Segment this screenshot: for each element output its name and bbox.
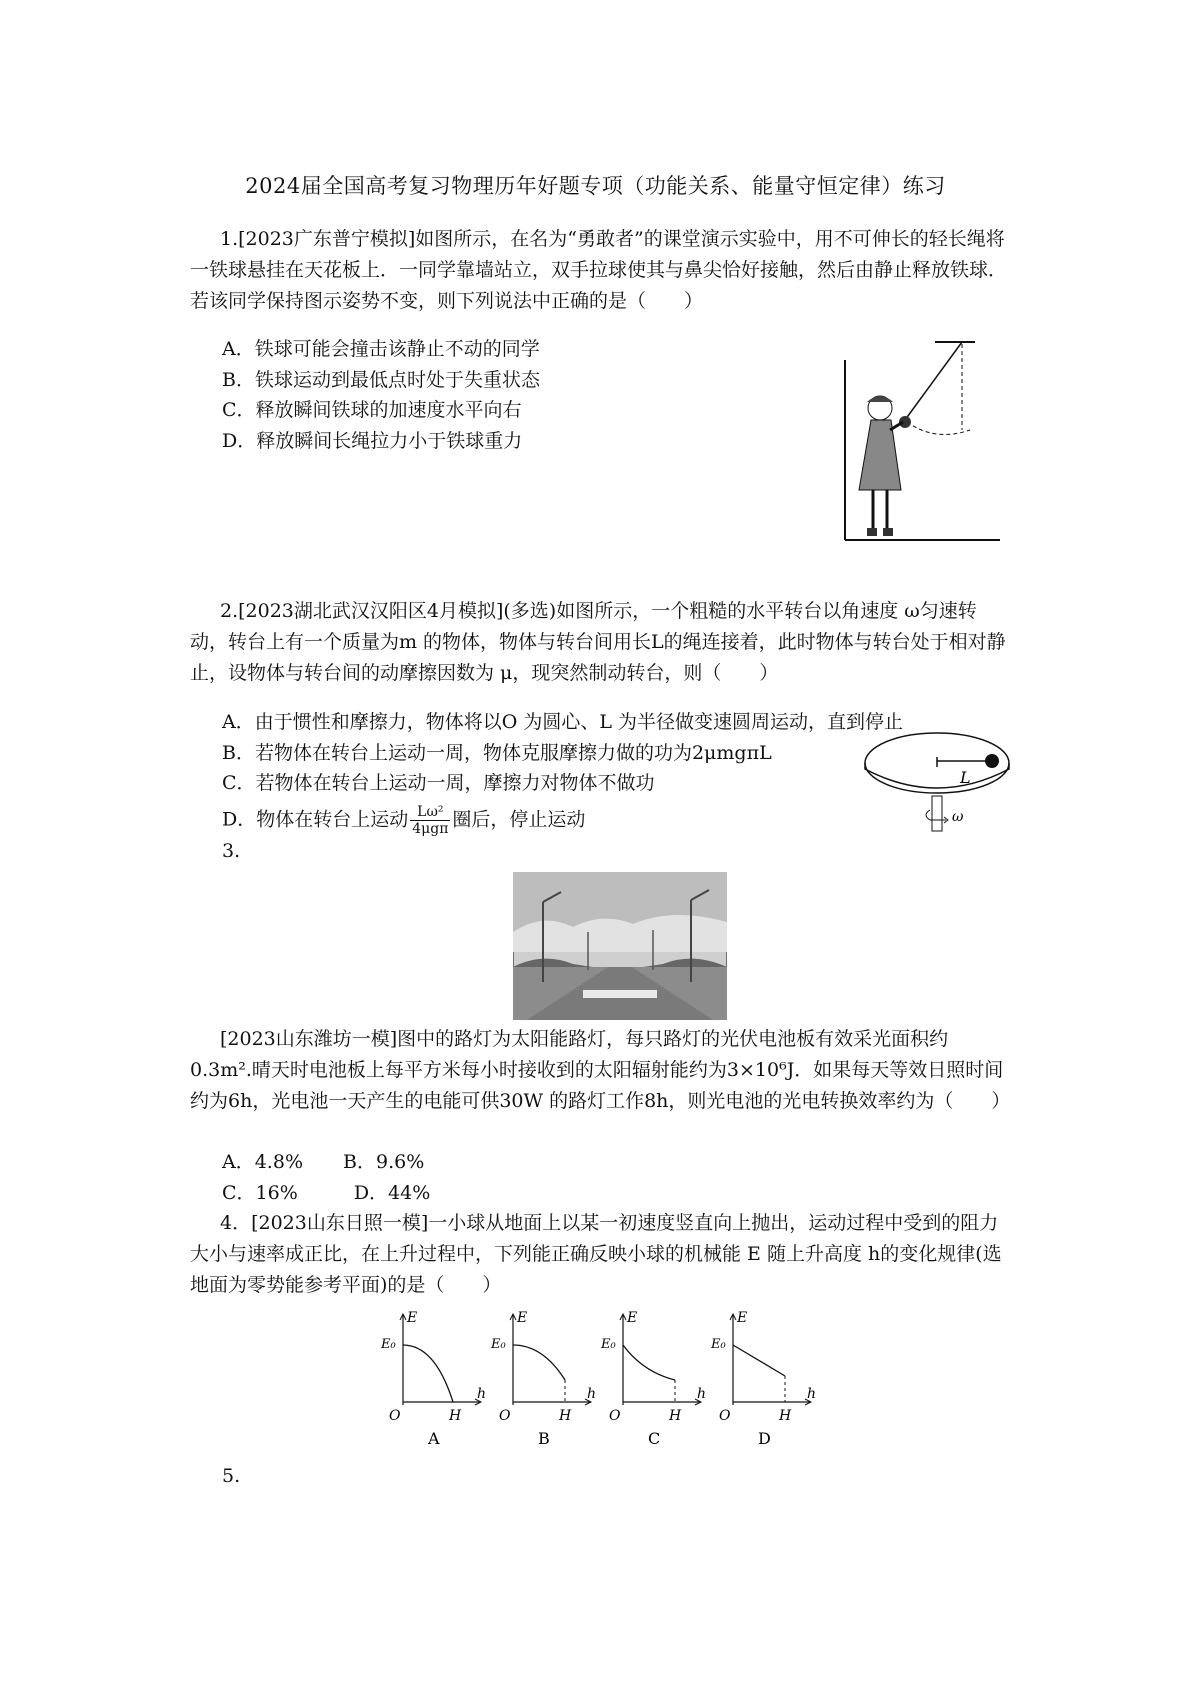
q3-number: 3. [222,840,241,862]
axis-label-h: h [807,1386,817,1402]
q2-option-d-prefix: D．物体在转台上运动 [222,808,409,831]
origin-label: O [389,1408,401,1424]
origin-label: O [719,1408,731,1424]
q1-option-d: D．释放瞬间长绳拉力小于铁球重力 [222,430,523,452]
e0-label: E₀ [711,1337,726,1352]
q3-street-photo [513,872,727,1020]
q1-option-b: B．铁球运动到最低点时处于失重状态 [222,369,540,391]
q1-stem: 1.[2023广东普宁模拟]如图所示，在名为“勇敢者”的课堂演示实验中，用不可伸长的轻长绳将一铁球悬挂在天花板上．一同学靠墙站立，双手拉球使其与鼻尖恰好接触，然后由静止释放铁球．若该同学保持图示姿势不变，则下列说法中正确的是（ ） [190,228,1008,312]
graph-option-label: D [758,1429,771,1448]
q3-option-b: B．9.6% [343,1151,425,1173]
q3-stem: [2023山东潍坊一模]图中的路灯为太阳能路灯，每只路灯的光伏电池板有效采光面积约0.3m².晴天时电池板上每平方米每小时接收到的太阳辐射能约为3×10⁶J．如果每天等效日照时间约为6h，光电池一天产生的电能可供30W 的路灯工作8h，则光电池的光电转换效率约为（ ） [190,1028,1011,1112]
fraction-denominator: 4μgπ [412,821,449,837]
graph-D [710,1310,816,1448]
q3-options-cd [222,1179,430,1208]
q3-options-ab [222,1148,424,1177]
h-max-label: H [559,1408,572,1424]
q1-pendulum-figure [835,330,1005,550]
page-title: 2024届全国高考复习物理历年好题专项（功能关系、能量守恒定律）练习 [245,174,946,198]
q2-turntable-figure [860,725,1020,835]
graph-option-label: C [648,1429,661,1448]
e0-label: E₀ [491,1337,506,1352]
q4-graphs-figure [380,1310,850,1460]
fig-label-omega: ω [952,809,964,825]
q2-option-d [222,804,585,837]
fig-label-L: L [960,768,971,787]
e0-label: E₀ [381,1337,396,1352]
fraction-numerator: Lω² [410,804,450,821]
graph-option-label: A [428,1429,440,1448]
h-max-label: H [779,1408,792,1424]
e0-label: E₀ [601,1337,616,1352]
q2-option-a: A．由于惯性和摩擦力，物体将以O 为圆心、L 为半径做变速圆周运动，直到停止 [222,711,903,733]
q5-number: 5. [222,1465,241,1487]
graph-curve [513,1345,565,1380]
q2-stem: 2.[2023湖北武汉汉阳区4月模拟](多选)如图所示，一个粗糙的水平转台以角速度 ω匀速转动，转台上有一个质量为m 的物体，物体与转台间用长L的绳连接着，此时物体与转台处于相对静止，设物体与转台间的动摩擦因数为 μ，现突然制动转台，则（ ） [190,600,1006,684]
axis-label-h: h [477,1386,487,1402]
q1-option-a: A．铁球可能会撞击该静止不动的同学 [222,338,540,360]
q3-option-c: C．16% [222,1182,298,1204]
origin-label: O [609,1408,621,1424]
h-max-label: H [449,1408,462,1424]
q2-option-d-suffix: 圈后，停止运动 [452,808,586,831]
q2-option-d-fraction [410,804,450,837]
q3-option-a: A．4.8% [222,1151,303,1173]
q2-option-b: B．若物体在转台上运动一周，物体克服摩擦力做的功为2μmgπL [222,742,772,764]
h-max-label: H [669,1408,682,1424]
origin-label: O [499,1408,511,1424]
axis-label-e: E [627,1310,638,1326]
graph-B [490,1310,596,1448]
graph-option-label: B [538,1429,550,1448]
graph-A [380,1310,486,1448]
axis-label-h: h [697,1386,707,1402]
axis-label-e: E [407,1310,418,1326]
q4-stem: 4．[2023山东日照一模]一小球从地面上以某一初速度竖直向上抛出，运动过程中受到的阻力大小与速率成正比，在上升过程中，下列能正确反映小球的机械能 E 随上升高度 h的变化规律(选地面为零势能参考平面)的是（ ） [190,1212,1002,1296]
graph-curve [733,1345,785,1376]
graph-curve [403,1345,453,1402]
graph-C [600,1310,706,1448]
graph-curve [623,1345,675,1380]
q2-option-c: C．若物体在转台上运动一周，摩擦力对物体不做功 [222,772,655,794]
axis-label-e: E [517,1310,528,1326]
axis-label-e: E [737,1310,748,1326]
q3-option-d: D．44% [353,1182,431,1204]
q1-option-c: C．释放瞬间铁球的加速度水平向右 [222,399,522,421]
axis-label-h: h [587,1386,597,1402]
